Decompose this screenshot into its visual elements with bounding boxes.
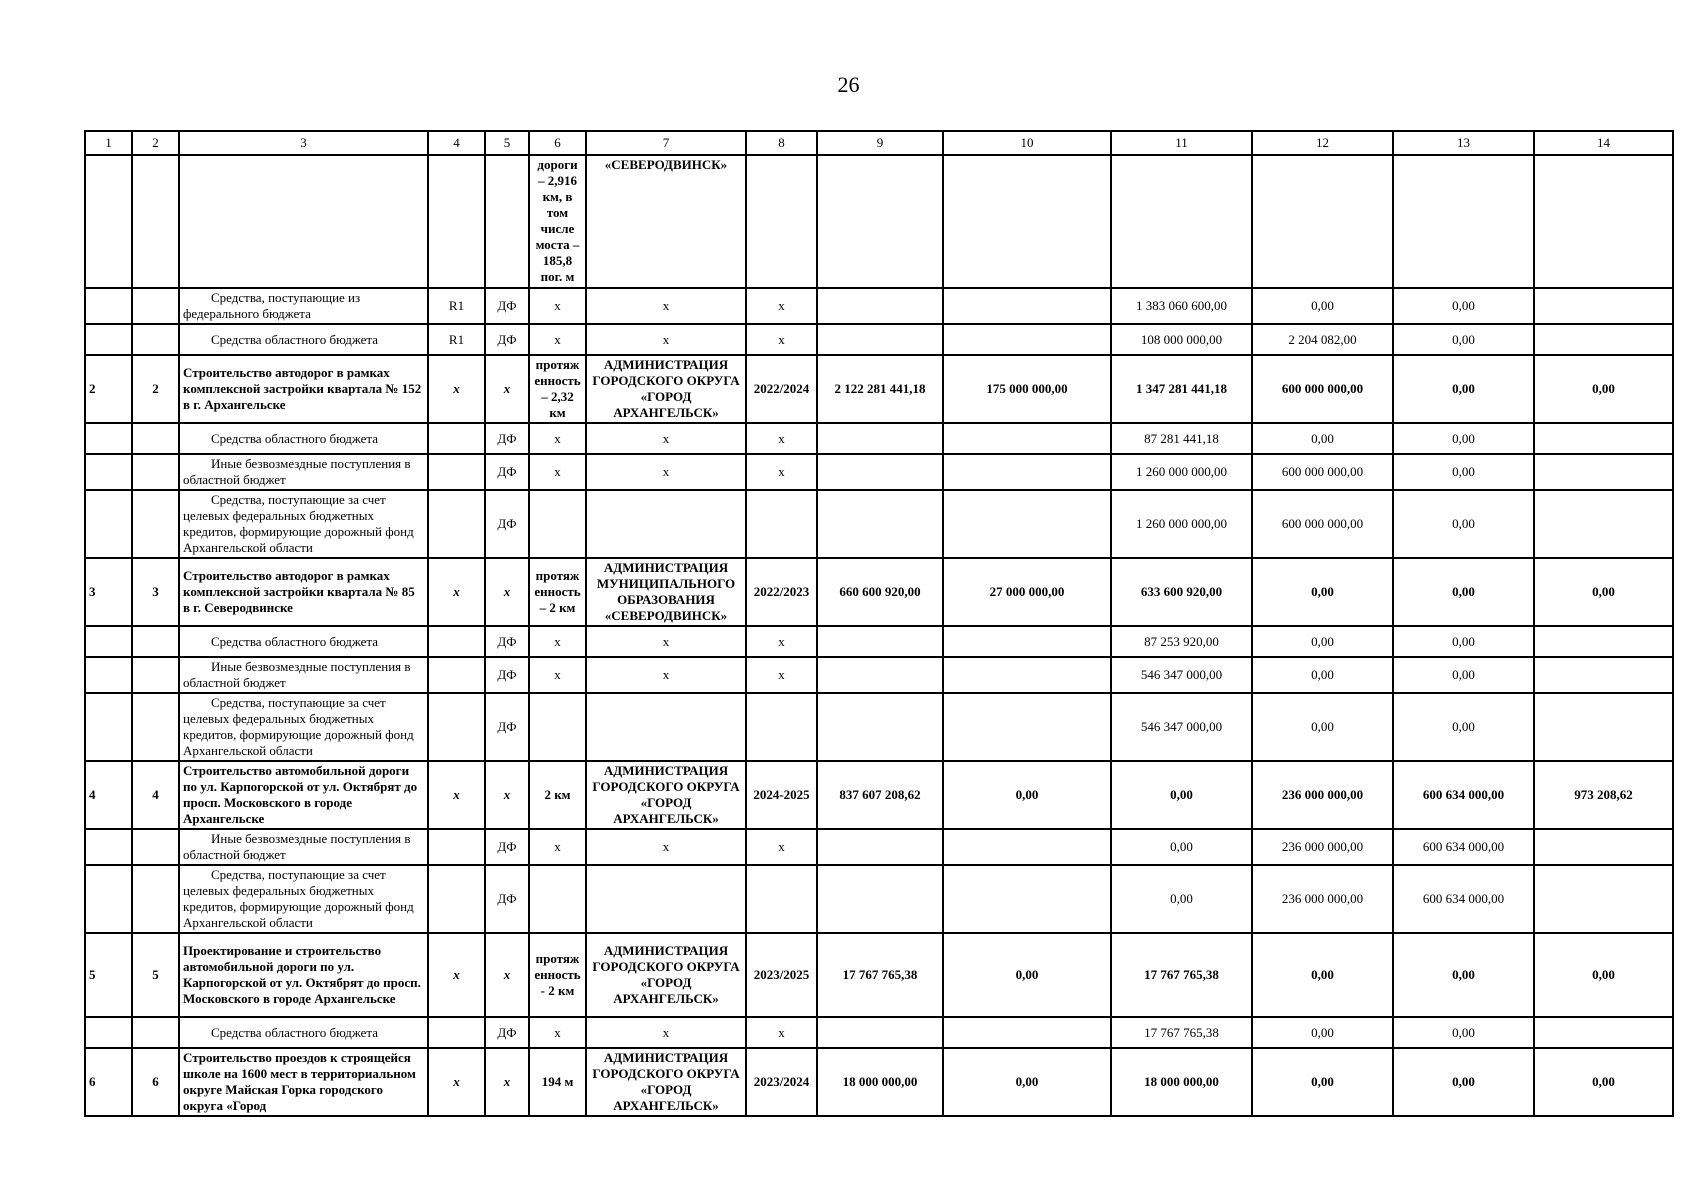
amount-cell: [1534, 693, 1673, 761]
amount-cell: 17 767 765,38: [817, 933, 943, 1017]
row-number-cell: 3: [132, 558, 179, 626]
cell: x: [586, 626, 746, 657]
length-cell: 194 м: [529, 1048, 586, 1116]
length-cell: протяженность – 2 км: [529, 558, 586, 626]
cell: ДФ: [485, 324, 529, 355]
header-cell: 7: [586, 131, 746, 155]
table-row: [85, 693, 1673, 761]
row-number-cell: 6: [132, 1048, 179, 1116]
funding-source-cell: Иные безвозмездные поступления в областной бюджет: [179, 657, 428, 693]
amount-cell: 1 347 281 441,18: [1111, 355, 1252, 423]
organization-cell: АДМИНИСТРАЦИЯ МУНИЦИПАЛЬНОГО ОБРАЗОВАНИЯ «СЕВЕРОДВИНСК»: [586, 558, 746, 626]
amount-cell: 0,00: [1252, 558, 1393, 626]
table-row: [85, 454, 1673, 490]
amount-cell: 0,00: [1534, 355, 1673, 423]
funding-source-cell: Средства областного бюджета: [179, 324, 428, 355]
page-number: 26: [837, 72, 860, 97]
cell: x: [529, 454, 586, 490]
cell: [943, 693, 1111, 761]
amount-cell: 18 000 000,00: [817, 1048, 943, 1116]
amount-cell: 0,00: [1534, 933, 1673, 1017]
cell: x: [529, 657, 586, 693]
cell: [817, 490, 943, 558]
amount-cell: 2 204 082,00: [1252, 324, 1393, 355]
amount-cell: 2 122 281 441,18: [817, 355, 943, 423]
amount-cell: 0,00: [943, 761, 1111, 829]
table-row: [85, 865, 1673, 933]
cell: x: [586, 423, 746, 454]
cell: [428, 454, 485, 490]
header-cell: 5: [485, 131, 529, 155]
amount-cell: 0,00: [1393, 657, 1534, 693]
cell: x: [586, 657, 746, 693]
amount-cell: 1 260 000 000,00: [1111, 490, 1252, 558]
cell: ДФ: [485, 423, 529, 454]
cell: x: [586, 829, 746, 865]
cell: R1: [428, 288, 485, 324]
amount-cell: 87 281 441,18: [1111, 423, 1252, 454]
amount-cell: 87 253 920,00: [1111, 626, 1252, 657]
cell: x: [428, 355, 485, 423]
amount-cell: 0,00: [1252, 657, 1393, 693]
cell: [817, 693, 943, 761]
cell: [529, 865, 586, 933]
cell: ДФ: [485, 657, 529, 693]
header-cell: 11: [1111, 131, 1252, 155]
amount-cell: 600 634 000,00: [1393, 761, 1534, 829]
row-number-cell: 2: [132, 355, 179, 423]
amount-cell: 1 260 000 000,00: [1111, 454, 1252, 490]
cell: [586, 693, 746, 761]
amount-cell: 0,00: [1534, 1048, 1673, 1116]
period-cell: 2024-2025: [746, 761, 817, 829]
cell: x: [529, 626, 586, 657]
cell: x: [746, 829, 817, 865]
cell: x: [428, 933, 485, 1017]
cell: x: [428, 761, 485, 829]
table-row: [85, 288, 1673, 324]
amount-cell: 236 000 000,00: [1252, 865, 1393, 933]
cell: x: [529, 288, 586, 324]
table-row-continuation: [85, 155, 1673, 288]
amount-cell: 0,00: [1393, 1017, 1534, 1048]
organization-cell: АДМИНИСТРАЦИЯ ГОРОДСКОГО ОКРУГА «ГОРОД АРХАНГЕЛЬСК»: [586, 355, 746, 423]
amount-cell: 0,00: [1111, 761, 1252, 829]
cell: [943, 829, 1111, 865]
table-row: [85, 324, 1673, 355]
row-number-cell: 3: [85, 558, 132, 626]
cell: x: [485, 558, 529, 626]
cell: [428, 865, 485, 933]
cell: [943, 324, 1111, 355]
amount-cell: [1534, 829, 1673, 865]
funding-source-cell: Средства, поступающие за счет целевых федеральных бюджетных кредитов, формирующие дорожный фонд Архангельской области: [179, 490, 428, 558]
cell: x: [586, 1017, 746, 1048]
cell: [428, 693, 485, 761]
cell: [529, 693, 586, 761]
cell: [428, 1017, 485, 1048]
amount-cell: 0,00: [1393, 626, 1534, 657]
table-row: [85, 423, 1673, 454]
cell: [817, 865, 943, 933]
row-number-cell: 4: [85, 761, 132, 829]
project-name-cell: Проектирование и строительство автомобильной дороги по ул. Карпогорской от ул. Октябрят до просп. Московского в городе Архангельске: [179, 933, 428, 1017]
length-cell: протяженность – 2,32 км: [529, 355, 586, 423]
organization-cell: «СЕВЕРОДВИНСК»: [586, 155, 746, 288]
cell: [817, 288, 943, 324]
funding-source-cell: Средства областного бюджета: [179, 626, 428, 657]
cell: [943, 657, 1111, 693]
amount-cell: 546 347 000,00: [1111, 693, 1252, 761]
amount-cell: [1534, 490, 1673, 558]
cell: ДФ: [485, 829, 529, 865]
amount-cell: 0,00: [1393, 1048, 1534, 1116]
cell: [943, 490, 1111, 558]
table-row: [85, 626, 1673, 657]
amount-cell: 973 208,62: [1534, 761, 1673, 829]
period-cell: 2022/2024: [746, 355, 817, 423]
table-row-project: [85, 558, 1673, 626]
funding-source-cell: Средства, поступающие за счет целевых федеральных бюджетных кредитов, формирующие дорожный фонд Архангельской области: [179, 865, 428, 933]
funding-source-cell: Иные безвозмездные поступления в областной бюджет: [179, 829, 428, 865]
project-name-cell: Строительство проездов к строящейся школе на 1600 мест в территориальном округе Майская Горка городского округа «Город: [179, 1048, 428, 1116]
table-row-project: [85, 355, 1673, 423]
header-cell: 4: [428, 131, 485, 155]
amount-cell: [1534, 626, 1673, 657]
amount-cell: 0,00: [1393, 490, 1534, 558]
cell: [817, 1017, 943, 1048]
table-header-row: [85, 131, 1673, 155]
cell: x: [746, 324, 817, 355]
funding-source-cell: Средства областного бюджета: [179, 423, 428, 454]
amount-cell: 0,00: [1393, 324, 1534, 355]
amount-cell: [1534, 657, 1673, 693]
cell: ДФ: [485, 454, 529, 490]
amount-cell: 660 600 920,00: [817, 558, 943, 626]
amount-cell: 0,00: [1252, 933, 1393, 1017]
funding-source-cell: Средства, поступающие из федерального бюджета: [179, 288, 428, 324]
cell: x: [529, 423, 586, 454]
cell: x: [746, 657, 817, 693]
amount-cell: 0,00: [1393, 558, 1534, 626]
cell: x: [529, 1017, 586, 1048]
amount-cell: 17 767 765,38: [1111, 933, 1252, 1017]
funding-source-cell: Средства областного бюджета: [179, 1017, 428, 1048]
cell: ДФ: [485, 626, 529, 657]
cell: R1: [428, 324, 485, 355]
row-number-cell: 5: [132, 933, 179, 1017]
amount-cell: [1534, 865, 1673, 933]
cell: x: [746, 288, 817, 324]
cell: x: [586, 324, 746, 355]
length-cell: 2 км: [529, 761, 586, 829]
project-name-cell: Строительство автомобильной дороги по ул. Карпогорской от ул. Октябрят до просп. Московского в городе Архангельске: [179, 761, 428, 829]
amount-cell: 0,00: [1252, 626, 1393, 657]
header-cell: 14: [1534, 131, 1673, 155]
amount-cell: 0,00: [1111, 829, 1252, 865]
amount-cell: 600 000 000,00: [1252, 490, 1393, 558]
amount-cell: 0,00: [1393, 355, 1534, 423]
row-number-cell: 6: [85, 1048, 132, 1116]
cell: [943, 454, 1111, 490]
amount-cell: 0,00: [1393, 288, 1534, 324]
length-cell: протяженность - 2 км: [529, 933, 586, 1017]
cell: [817, 657, 943, 693]
amount-cell: [1534, 454, 1673, 490]
amount-cell: 175 000 000,00: [943, 355, 1111, 423]
cell: x: [428, 1048, 485, 1116]
period-cell: 2023/2025: [746, 933, 817, 1017]
amount-cell: 0,00: [1252, 1017, 1393, 1048]
amount-cell: 236 000 000,00: [1252, 829, 1393, 865]
cell: [529, 490, 586, 558]
table-row-project: [85, 1048, 1673, 1116]
project-name-cell: Строительство автодорог в рамках комплексной застройки квартала № 152 в г. Архангельске: [179, 355, 428, 423]
header-cell: 12: [1252, 131, 1393, 155]
cell: ДФ: [485, 288, 529, 324]
amount-cell: 0,00: [1393, 454, 1534, 490]
cell: [943, 1017, 1111, 1048]
table-row: [85, 1017, 1673, 1048]
amount-cell: 0,00: [1534, 558, 1673, 626]
header-cell: 8: [746, 131, 817, 155]
cell: [586, 490, 746, 558]
header-cell: 1: [85, 131, 132, 155]
amount-cell: 236 000 000,00: [1252, 761, 1393, 829]
cell: [746, 865, 817, 933]
amount-cell: [1534, 1017, 1673, 1048]
amount-cell: 0,00: [943, 1048, 1111, 1116]
amount-cell: 600 634 000,00: [1393, 865, 1534, 933]
cell: [428, 829, 485, 865]
amount-cell: 837 607 208,62: [817, 761, 943, 829]
amount-cell: 600 000 000,00: [1252, 355, 1393, 423]
cell: x: [746, 454, 817, 490]
project-name-cell: Строительство автодорог в рамках комплексной застройки квартала № 85 в г. Северодвинске: [179, 558, 428, 626]
length-cell: дороги – 2,916 км, в том числе моста – 185,8 пог. м: [529, 155, 586, 288]
amount-cell: 633 600 920,00: [1111, 558, 1252, 626]
header-cell: 13: [1393, 131, 1534, 155]
amount-cell: 0,00: [1252, 288, 1393, 324]
cell: [586, 865, 746, 933]
cell: x: [428, 558, 485, 626]
cell: [746, 693, 817, 761]
cell: x: [746, 423, 817, 454]
cell: [943, 423, 1111, 454]
table-row: [85, 829, 1673, 865]
cell: [817, 423, 943, 454]
cell: [817, 324, 943, 355]
funding-source-cell: Иные безвозмездные поступления в областной бюджет: [179, 454, 428, 490]
row-number-cell: 4: [132, 761, 179, 829]
table-row: [85, 490, 1673, 558]
amount-cell: 18 000 000,00: [1111, 1048, 1252, 1116]
cell: [817, 829, 943, 865]
amount-cell: 17 767 765,38: [1111, 1017, 1252, 1048]
amount-cell: 27 000 000,00: [943, 558, 1111, 626]
amount-cell: 546 347 000,00: [1111, 657, 1252, 693]
amount-cell: 0,00: [1393, 933, 1534, 1017]
table-row-project: [85, 933, 1673, 1017]
amount-cell: [1534, 324, 1673, 355]
cell: [428, 423, 485, 454]
cell: ДФ: [485, 1017, 529, 1048]
amount-cell: 0,00: [1393, 693, 1534, 761]
cell: x: [485, 355, 529, 423]
period-cell: 2022/2023: [746, 558, 817, 626]
cell: [943, 865, 1111, 933]
cell: [817, 454, 943, 490]
cell: [817, 626, 943, 657]
cell: x: [529, 324, 586, 355]
amount-cell: 1 383 060 600,00: [1111, 288, 1252, 324]
amount-cell: 600 000 000,00: [1252, 454, 1393, 490]
header-cell: 10: [943, 131, 1111, 155]
amount-cell: 600 634 000,00: [1393, 829, 1534, 865]
cell: ДФ: [485, 865, 529, 933]
cell: x: [586, 454, 746, 490]
cell: x: [586, 288, 746, 324]
cell: [428, 626, 485, 657]
amount-cell: 0,00: [1252, 423, 1393, 454]
cell: [428, 490, 485, 558]
cell: x: [485, 1048, 529, 1116]
funding-source-cell: Средства, поступающие за счет целевых федеральных бюджетных кредитов, формирующие дорожный фонд Архангельской области: [179, 693, 428, 761]
organization-cell: АДМИНИСТРАЦИЯ ГОРОДСКОГО ОКРУГА «ГОРОД АРХАНГЕЛЬСК»: [586, 761, 746, 829]
table-row-project: [85, 761, 1673, 829]
cell: x: [746, 1017, 817, 1048]
cell: [943, 626, 1111, 657]
amount-cell: [1534, 423, 1673, 454]
cell: ДФ: [485, 490, 529, 558]
header-cell: 3: [179, 131, 428, 155]
amount-cell: 0,00: [1111, 865, 1252, 933]
amount-cell: 0,00: [1252, 1048, 1393, 1116]
cell: [943, 288, 1111, 324]
cell: x: [746, 626, 817, 657]
budget-table: [84, 130, 1674, 1117]
table-row: [85, 657, 1673, 693]
cell: [428, 657, 485, 693]
organization-cell: АДМИНИСТРАЦИЯ ГОРОДСКОГО ОКРУГА «ГОРОД АРХАНГЕЛЬСК»: [586, 1048, 746, 1116]
header-cell: 2: [132, 131, 179, 155]
row-number-cell: 2: [85, 355, 132, 423]
cell: x: [485, 761, 529, 829]
amount-cell: 108 000 000,00: [1111, 324, 1252, 355]
header-cell: 9: [817, 131, 943, 155]
row-number-cell: 5: [85, 933, 132, 1017]
amount-cell: [1534, 288, 1673, 324]
header-cell: 6: [529, 131, 586, 155]
period-cell: 2023/2024: [746, 1048, 817, 1116]
cell: [746, 490, 817, 558]
cell: x: [485, 933, 529, 1017]
cell: x: [529, 829, 586, 865]
amount-cell: 0,00: [1393, 423, 1534, 454]
cell: ДФ: [485, 693, 529, 761]
organization-cell: АДМИНИСТРАЦИЯ ГОРОДСКОГО ОКРУГА «ГОРОД АРХАНГЕЛЬСК»: [586, 933, 746, 1017]
amount-cell: 0,00: [943, 933, 1111, 1017]
amount-cell: 0,00: [1252, 693, 1393, 761]
